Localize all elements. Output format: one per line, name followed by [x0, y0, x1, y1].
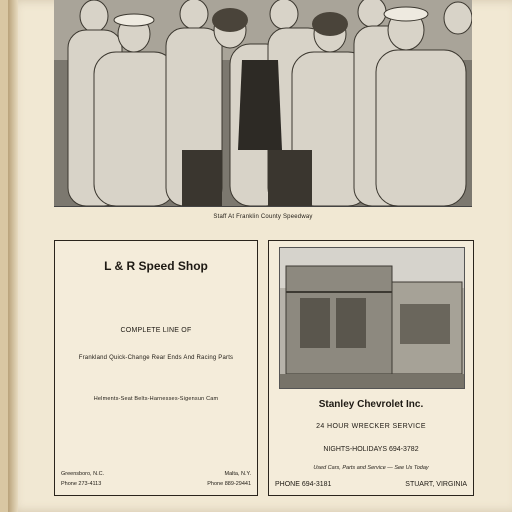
staff-photo	[54, 0, 472, 207]
shop-location-left	[61, 469, 104, 489]
staff-photo-image	[54, 0, 472, 206]
chevrolet-ad	[268, 240, 474, 496]
photo-caption: Staff At Franklin County Speedway	[213, 214, 313, 220]
shop-name: L & R Speed Shop	[104, 259, 208, 273]
dealer-name: Stanley Chevrolet Inc.	[318, 399, 424, 410]
shop-right-phone: Phone 889-29441	[207, 481, 251, 487]
wrecker-service: 24 HOUR WRECKER SERVICE	[316, 423, 426, 430]
shop-right-city: Malta, N.Y.	[224, 471, 251, 477]
nights-holidays: NIGHTS-HOLIDAYS 694-3782	[323, 446, 419, 453]
dealer-contact	[275, 481, 467, 488]
shop-location-right	[207, 469, 251, 489]
dealership-photo	[279, 247, 465, 389]
shop-line-complete: COMPLETE LINE OF	[120, 327, 192, 334]
used-cars-line: Used Cars, Parts and Service — See Us Today	[313, 465, 429, 471]
shop-left-city: Greensboro, N.C.	[61, 471, 105, 477]
dealer-phone: PHONE 694-3181	[275, 481, 332, 488]
dealer-location: STUART, VIRGINIA	[405, 481, 467, 488]
shop-line-parts: Frankland Quick-Change Rear Ends And Racing Parts	[78, 355, 234, 361]
shop-line-safety: Helments-Seat Belts-Harnesses-Sigensun Cam	[93, 396, 219, 402]
page-spine	[8, 0, 18, 512]
dealership-photo-image	[280, 248, 464, 388]
speed-shop-ad	[54, 240, 258, 496]
shop-left-phone: Phone 273-4113	[61, 481, 102, 487]
program-page	[8, 0, 512, 512]
